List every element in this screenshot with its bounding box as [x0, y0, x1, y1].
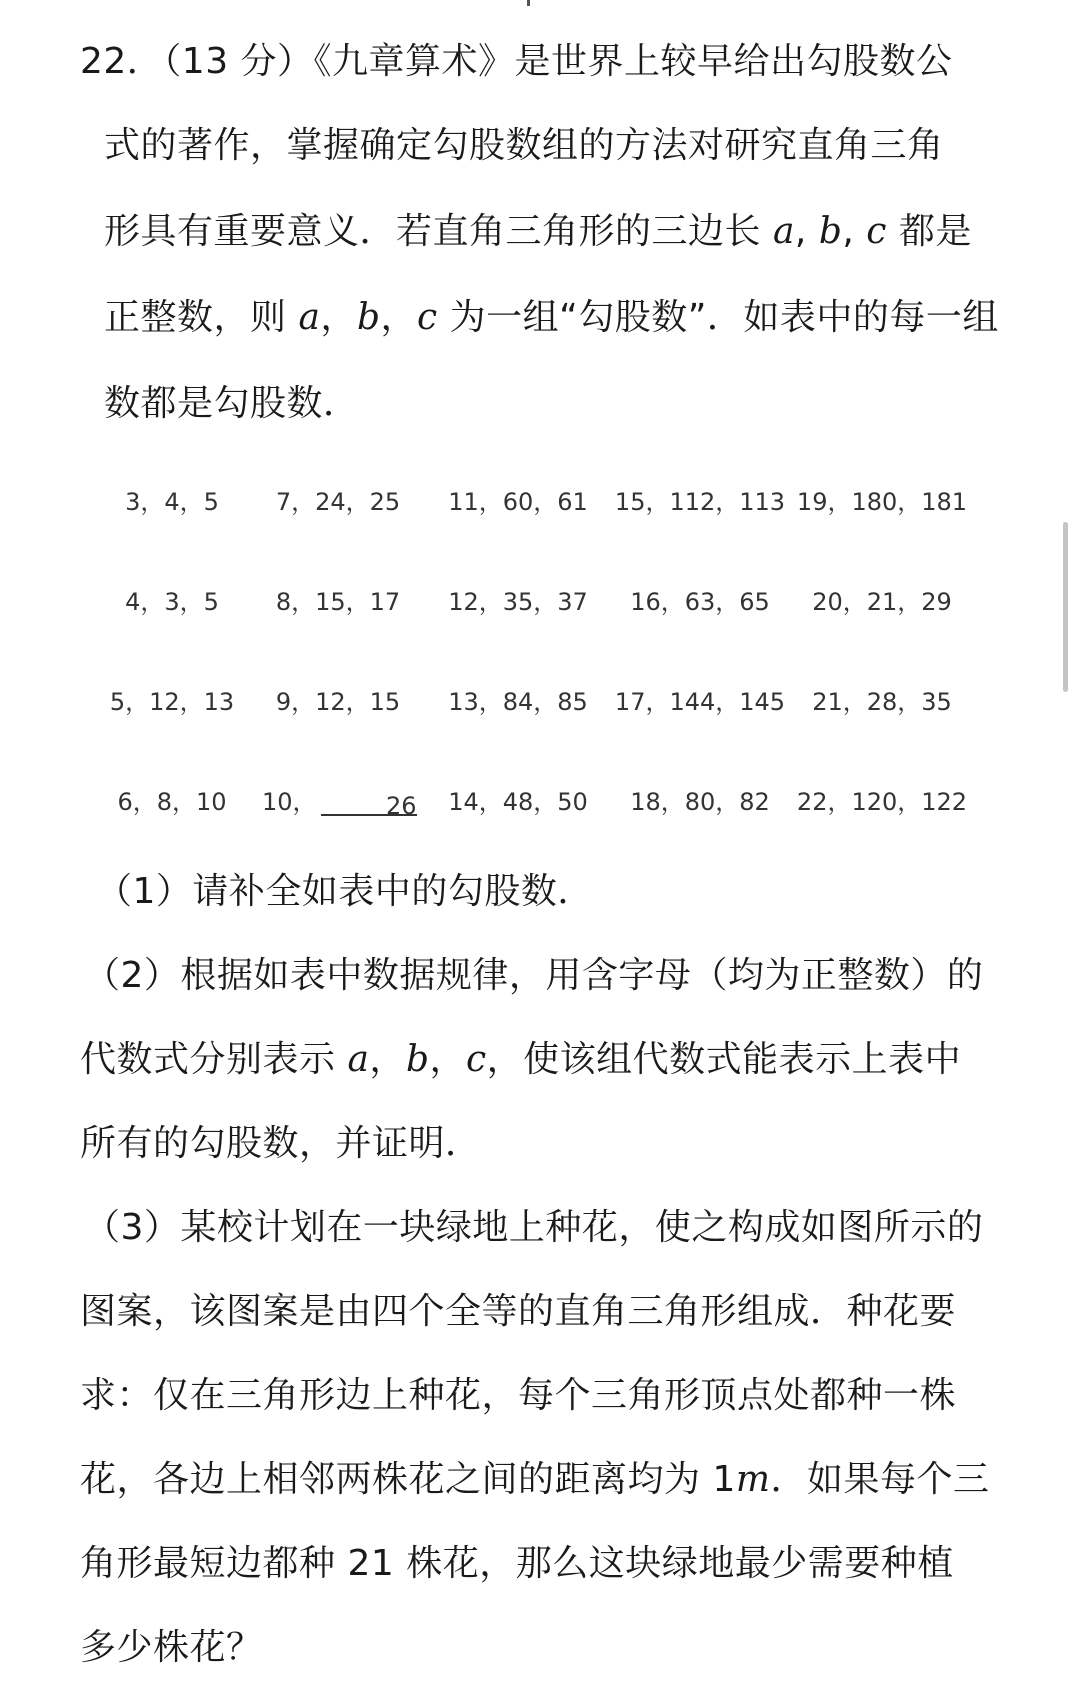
- table-cell: 21，28，35: [812, 688, 952, 716]
- vertical-scrollbar[interactable]: [1063, 522, 1068, 692]
- table-cell: 9，12，15: [275, 688, 401, 716]
- problem-line-4: [104, 294, 999, 342]
- var-c: c: [417, 297, 438, 338]
- part-2-line-2: [80, 1036, 961, 1084]
- table-row: [0, 582, 1080, 622]
- part-3-line-6: 多少株花？: [80, 1627, 263, 1668]
- table-row: [0, 682, 1080, 722]
- part-3-line-2: 图案，该图案是由四个全等的直角三角形组成．种花要: [80, 1291, 957, 1332]
- var-c: c: [466, 1039, 487, 1080]
- separator: ，: [320, 297, 357, 338]
- table-cell: 5，12，13: [109, 688, 235, 716]
- page-top-mark: [527, 0, 530, 6]
- separator: ，: [380, 297, 417, 338]
- table-cell: 16，63，65: [630, 588, 770, 616]
- separator: ,: [794, 211, 819, 252]
- table-cell-prefix: 10，: [262, 788, 317, 816]
- part-2-line-2-text-b: ，使该组代数式能表示上表中: [486, 1039, 962, 1080]
- problem-line-4-text-b: 为一组“勾股数”．如表中的每一组: [437, 297, 999, 338]
- part-2-line-3: 所有的勾股数，并证明．: [80, 1123, 482, 1164]
- table-cell: 11，60，61: [448, 488, 588, 516]
- problem-line-3-text-b: 都是: [886, 211, 972, 252]
- var-b: b: [405, 1039, 430, 1080]
- var-a: a: [298, 297, 321, 338]
- part-3-line-4-text-b: ．如果每个三: [770, 1459, 990, 1500]
- part-3-line-5: 角形最短边都种 21 株花，那么这块绿地最少需要种植: [80, 1543, 954, 1584]
- var-b: b: [818, 211, 843, 252]
- var-a: a: [347, 1039, 370, 1080]
- unit-m: m: [735, 1459, 771, 1500]
- table-cell: 20，21，29: [812, 588, 952, 616]
- separator: ,: [842, 211, 867, 252]
- table-cell: 17，144，145: [614, 688, 786, 716]
- problem-line-1: 22．（13 分）《九章算术》是世界上较早给出勾股数公: [80, 41, 953, 82]
- problem-line-4-text-a: 正整数，则: [104, 297, 299, 338]
- table-cell: 4，3，5: [125, 588, 219, 616]
- part-3-line-3: 求：仅在三角形边上种花，每个三角形顶点处都种一株: [80, 1375, 957, 1416]
- problem-line-2: 式的著作，掌握确定勾股数组的方法对研究直角三角: [104, 125, 944, 166]
- separator: ，: [369, 1039, 406, 1080]
- table-cell: 14，48，50: [448, 788, 588, 816]
- table-cell: 13，84，85: [448, 688, 588, 716]
- problem-line-3-text-a: 形具有重要意义．若直角三角形的三边长: [104, 211, 773, 252]
- problem-line-3: [104, 208, 972, 256]
- var-b: b: [356, 297, 381, 338]
- table-cell: 7，24，25: [275, 488, 401, 516]
- table-row: [0, 482, 1080, 522]
- part-2-line-2-text-a: 代数式分别表示: [80, 1039, 348, 1080]
- table-cell: 8，15，17: [275, 588, 401, 616]
- table-cell: 6，8，10: [117, 788, 227, 816]
- answer-blank[interactable]: 26: [321, 786, 417, 816]
- table-cell: 18，80，82: [630, 788, 770, 816]
- table-cell: 3，4，5: [125, 488, 219, 516]
- separator: ，: [429, 1039, 466, 1080]
- problem-line-5: 数都是勾股数．: [104, 383, 360, 424]
- part-3-line-4-text-a: 花，各边上相邻两株花之间的距离均为 1: [80, 1459, 736, 1500]
- table-row: [0, 782, 1080, 822]
- var-a: a: [772, 211, 795, 252]
- part-3-line-4: [80, 1456, 990, 1504]
- table-cell: 12，35，37: [448, 588, 588, 616]
- var-c: c: [866, 211, 887, 252]
- table-cell: 19，180，181: [796, 488, 968, 516]
- part-3-line-1: （3）某校计划在一块绿地上种花，使之构成如图所示的: [84, 1207, 984, 1248]
- part-2-line-1: （2）根据如表中数据规律，用含字母（均为正整数）的: [84, 955, 984, 996]
- part-1-question: （1）请补全如表中的勾股数．: [96, 871, 594, 912]
- table-cell: 15，112，113: [614, 488, 786, 516]
- table-cell: 22，120，122: [796, 788, 968, 816]
